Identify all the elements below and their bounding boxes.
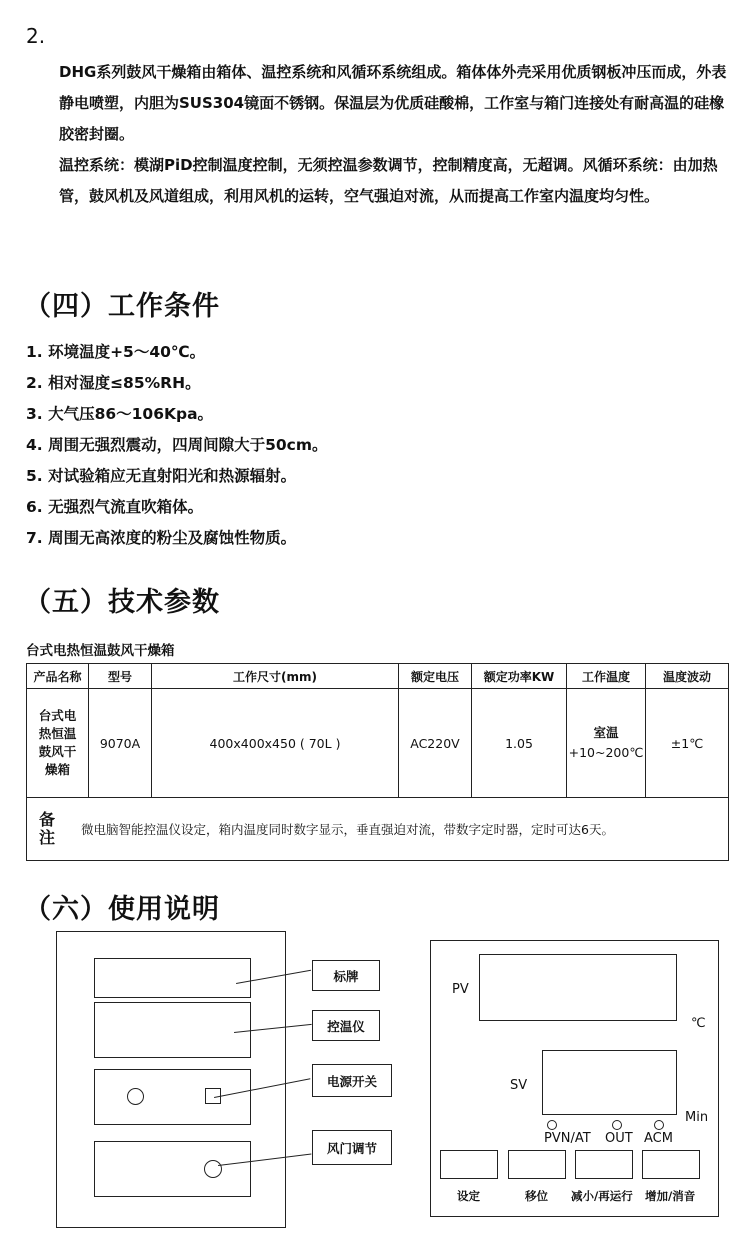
temp-line2: +10~200℃ (568, 745, 644, 760)
table-header-row (27, 664, 729, 689)
increase-button-label: 增加/消音 (645, 1189, 696, 1203)
header-cell: 额定功率KW (472, 664, 567, 689)
header-cell: 型号 (89, 664, 152, 689)
led-pvn-icon (547, 1120, 557, 1130)
sv-display (542, 1050, 677, 1115)
decrease-button[interactable] (575, 1150, 633, 1179)
led-acm-icon (654, 1120, 664, 1130)
header-cell: 温度波动 (646, 664, 729, 689)
indicator-label: ACM (644, 1131, 673, 1146)
controller-panel (94, 1002, 251, 1058)
header-cell: 产品名称 (27, 664, 89, 689)
table-note-row (27, 798, 729, 861)
note-text: 微电脑智能控温仪设定，箱内温度同时数字显示，垂直强迫对流，带数字定时器，定时可达6天。 (80, 822, 614, 837)
section-number: 2. (26, 24, 46, 48)
intro-paragraph-1: DHG系列鼓风干燥箱由箱体、温控系统和风循环系统组成。箱体体外壳采用优质钢板冲压而成，外表静电喷塑，内胆为SUS304镜面不锈钢。保温层为优质硅酸棉，工作室与箱门连接处有耐高温的硅橡胶密封圈。 (59, 63, 727, 143)
section4-title: （四）工作条件 (24, 291, 220, 322)
conditions-list (26, 337, 327, 554)
condition-item: 1. 环境温度+5～40℃。 (26, 343, 206, 361)
pv-label: PV (452, 982, 469, 997)
product-name-cell (27, 689, 89, 798)
section5-title: （五）技术参数 (24, 587, 220, 618)
spec-table (26, 663, 729, 861)
header-cell: 工作尺寸(mm) (152, 664, 399, 689)
note-cell (27, 798, 729, 861)
led-out-icon (612, 1120, 622, 1130)
model-cell: 9070A (89, 689, 152, 798)
product-name: 台式电热恒温鼓风干燥箱 (38, 708, 77, 777)
sv-label: SV (510, 1078, 528, 1093)
label-nameplate: 标牌 (312, 960, 380, 991)
intro-paragraph-2: 温控系统：模湖PiD控制温度控制，无须控温参数调节，控制精度高，无超调。风循环系统：由加热管，鼓风机及风道组成，利用风机的运转，空气强迫对流，从而提高工作室内温度均匀性。 (59, 156, 718, 205)
condition-item: 6. 无强烈气流直吹箱体。 (26, 498, 204, 516)
size-cell: 400x400x450 ( 70L ) (152, 689, 399, 798)
fluct-cell: ±1℃ (646, 689, 729, 798)
condition-item: 4. 周围无强烈震动，四周间隙大于50cm。 (26, 436, 328, 454)
indicator-light-icon (127, 1088, 144, 1105)
set-button[interactable] (440, 1150, 498, 1179)
indicator-label: OUT (605, 1131, 633, 1146)
damper-panel (94, 1141, 251, 1197)
condition-item: 7. 周围无高浓度的粉尘及腐蚀性物质。 (26, 529, 297, 547)
temp-cell (567, 689, 646, 798)
section6-title: （六）使用说明 (24, 894, 220, 925)
power-cell: 1.05 (472, 689, 567, 798)
power-panel (94, 1069, 251, 1125)
shift-button-label: 移位 (525, 1189, 548, 1203)
voltage-cell: AC220V (399, 689, 472, 798)
header-cell: 工作温度 (567, 664, 646, 689)
nameplate-panel (94, 958, 251, 998)
indicator-label: PVN/AT (544, 1131, 591, 1146)
pv-display (479, 954, 677, 1021)
condition-item: 3. 大气压86～106Kpa。 (26, 405, 214, 423)
label-power-switch: 电源开关 (312, 1064, 392, 1097)
intro-paragraphs (26, 57, 731, 212)
celsius-unit: ℃ (691, 1016, 706, 1031)
note-label: 备注 (39, 810, 56, 847)
increase-button[interactable] (642, 1150, 700, 1179)
temp-line1: 室温 (593, 725, 619, 740)
decrease-button-label: 减小/再运行 (571, 1189, 633, 1203)
label-controller: 控温仪 (312, 1010, 380, 1041)
set-button-label: 设定 (457, 1189, 480, 1203)
table-row (27, 689, 729, 798)
min-label: Min (685, 1110, 709, 1125)
table-caption: 台式电热恒温鼓风干燥箱 (26, 643, 175, 659)
shift-button[interactable] (508, 1150, 566, 1179)
condition-item: 2. 相对湿度≤85%RH。 (26, 374, 201, 392)
damper-knob-icon (204, 1160, 222, 1178)
label-damper: 风门调节 (312, 1130, 392, 1165)
header-cell: 额定电压 (399, 664, 472, 689)
condition-item: 5. 对试验箱应无直射阳光和热源辐射。 (26, 467, 297, 485)
